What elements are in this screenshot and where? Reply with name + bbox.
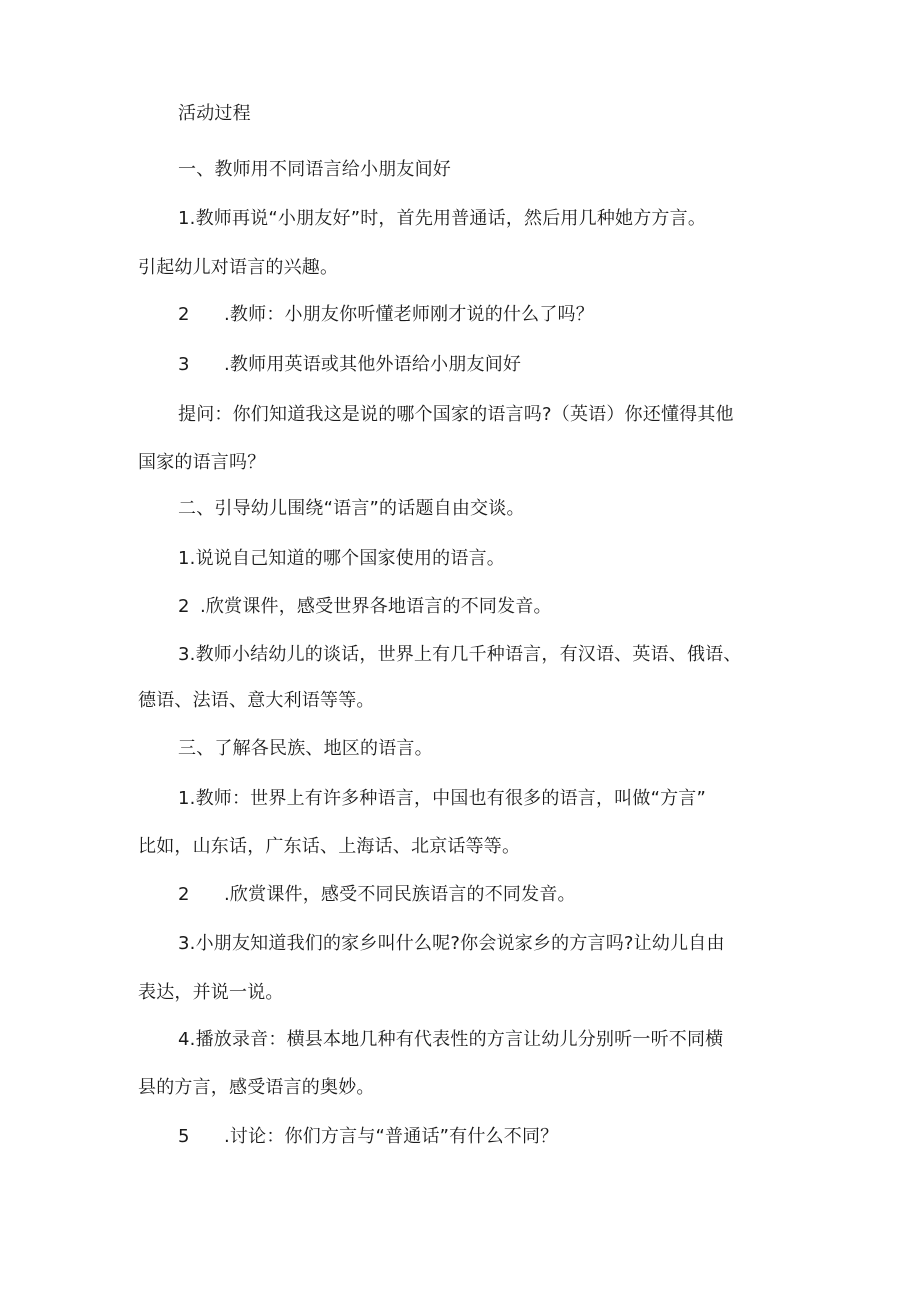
section2-item2 [178,594,552,620]
section2-title: 二、引导幼儿围绕“语言”的话题自由交谈。 [178,498,525,519]
section1-item3 [178,352,521,378]
item-text: .播放录音：横县本地几种有代表性的方言让幼儿分别听一听不同横 [189,1029,724,1050]
section3-item3 [178,931,725,957]
item-text: .小朋友知道我们的家乡叫什么呢?你会说家乡的方言吗?让幼儿自由 [189,933,725,954]
section3-item2 [178,882,576,908]
section1-item1-continued: 引起幼儿对语言的兴趣。 [138,257,339,278]
item-number: 1 [178,788,190,809]
section1-item1 [178,206,706,232]
section2-item3-continued: 德语、法语、意大利语等等。 [138,690,375,711]
section2-item1 [178,546,505,572]
activity-heading: 活动过程 [178,103,251,124]
item-text: .教师：小朋友你听懂老师刚才说的什么了吗？ [224,304,594,325]
section3-item5 [178,1124,558,1150]
item-number: 3 [178,644,190,665]
section2-item3 [178,642,742,668]
item-number: 3 [178,354,190,375]
item-number: 3 [178,933,190,954]
item-number: 5 [178,1126,190,1147]
item-text: .说说自己知道的哪个国家使用的语言。 [189,548,505,569]
section3-item4-continued: 县的方言，感受语言的奥妙。 [138,1077,375,1098]
item-text: .教师再说“小朋友好”时，首先用普通话，然后用几种她方方言。 [189,208,707,229]
section1-item2 [178,302,594,328]
section1-title: 一、教师用不同语言给小朋友间好 [178,159,451,180]
item-number: 2 [178,304,190,325]
section3-item4 [178,1027,723,1053]
section1-question-continued: 国家的语言吗？ [138,452,266,473]
item-text: .欣赏课件，感受世界各地语言的不同发音。 [200,596,552,617]
section3-item3-continued: 表达，并说一说。 [138,982,284,1003]
item-number: 2 [178,884,190,905]
item-text: .欣赏课件，感受不同民族语言的不同发音。 [224,884,576,905]
section1-question: 提问：你们知道我这是说的哪个国家的语言吗?（英语）你还懂得其他 [178,404,734,425]
section3-item1-continued: 比如，山东话，广东话、上海话、北京话等等。 [138,836,521,857]
item-number: 2 [178,596,190,617]
item-number: 1 [178,208,190,229]
item-number: 4 [178,1029,190,1050]
item-text: .讨论：你们方言与“普通话”有什么不同？ [224,1126,559,1147]
item-text: .教师用英语或其他外语给小朋友间好 [224,354,522,375]
section3-item1 [178,786,706,812]
item-text: .教师：世界上有许多种语言，中国也有很多的语言，叫做“方言” [189,788,707,809]
item-number: 1 [178,548,190,569]
item-text: .教师小结幼儿的谈话，世界上有几千种语言，有汉语、英语、俄语、 [189,644,742,665]
section3-title: 三、了解各民族、地区的语言。 [178,738,433,759]
